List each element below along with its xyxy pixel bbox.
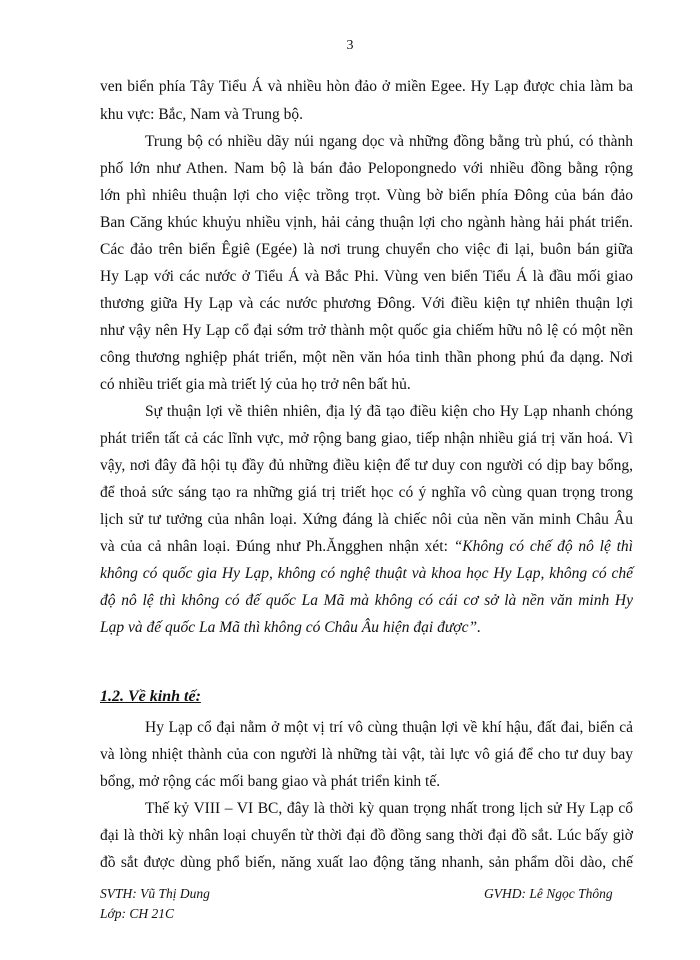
paragraph-2-line: Trung bộ có nhiều dãy núi ngang dọc và những đồng bằng trù phú, có thành [145,133,633,150]
paragraph-3-line-with-quote [100,537,633,557]
quote-line: độ nô lệ thì không có đế quốc La Mã mà không có cái cơ sở là nền văn minh Hy [100,592,633,609]
section-heading: 1.2. Về kinh tế: [100,688,201,705]
paragraph-4-line: và lòng nhiệt thành của con người là những tài vật, tài lực vô giá để cho tư duy bay [100,746,633,763]
paragraph-3-line: vậy, nơi đây đã hội tụ đầy đủ những điều kiện để tư duy con người có dịp bay bổng, [100,457,633,474]
footer-class: Lớp: CH 21C [100,906,174,921]
paragraph-2-line: có nhiều triết gia mà triết lý của họ trở nên bất hủ. [100,376,411,393]
paragraph-5-line: Thế kỷ VIII – VI BC, đây là thời kỳ quan trọng nhất trong lịch sử Hy Lạp cổ [145,800,633,817]
paragraph-2-line: phố lớn như Athen. Nam bộ là bán đảo Pelopongnedo với nhiều đồng bằng rộng [100,160,633,177]
paragraph-3-text: và của cả nhân loại. Đúng như Ph.Ăngghen nhận xét: [100,538,454,555]
paragraph-5-line: đồ sắt được dùng phổ biến, năng xuất lao động tăng nhanh, sản phẩm dồi dào, chế [100,854,633,871]
paragraph-4-line: bổng, mở rộng các mối bang giao và phát triển kinh tế. [100,773,441,790]
paragraph-2-line: như vậy nên Hy Lạp cổ đại sớm trở thành một quốc gia chiếm hữu nô lệ có một nền [100,322,633,339]
footer-student: SVTH: Vũ Thị Dung [100,886,210,901]
paragraph-4-line: Hy Lạp cổ đại nằm ở một vị trí vô cùng thuận lợi về khí hậu, đất đai, biển cả [145,719,633,736]
footer-advisor: GVHD: Lê Ngọc Thông [484,886,613,901]
engels-quote-start: “Không có chế độ nô lệ thì [453,538,633,555]
paragraph-2-line: Hy Lạp với các nước ở Tiểu Á và Bắc Phi. Vùng ven biển Tiểu Á là đầu mối giao [100,268,633,285]
quote-line: Lạp và đế quốc La Mã thì không có Châu Âu hiện đại được”. [100,619,481,636]
paragraph-2-line: thương giữa Hy Lạp và các nước phương Đông. Với điều kiện tự nhiên thuận lợi [100,295,633,312]
page-number: 3 [346,38,354,53]
paragraph-5-line: đại là thời kỳ nhân loại chuyển từ thời đại đồ đồng sang thời đại đồ sắt. Lúc bấy giờ [100,827,633,844]
paragraph-2-line: công thương nghiệp phát triển, một nền văn hóa tinh thần phong phú đa dạng. Nơi [100,349,633,366]
paragraph-2-line: Các đảo trên biển Êgiê (Egée) là nơi trung chuyển cho việc đi lại, buôn bán giữa [100,241,633,258]
paragraph-2-line: lớn phì nhiêu thuận lợi cho việc trồng trọt. Vùng bờ biển phía Đông của bán đảo [100,187,633,204]
paragraph-3-line: để thoả sức sáng tạo ra những giá trị triết học có ý nghĩa vô cùng quan trọng trong [100,484,633,501]
quote-line: không có quốc gia Hy Lạp, không có nghệ thuật và khoa học Hy Lạp, không có chế [100,565,633,582]
paragraph-2-line: Ban Căng khúc khuỷu nhiều vịnh, hải cảng thuận lợi cho ngành hàng hải phát triển. [100,214,633,231]
paragraph-1-line: ven biển phía Tây Tiểu Á và nhiều hòn đảo ở miền Egee. Hy Lạp được chia làm ba [100,78,633,95]
paragraph-3-line: phát triển tất cả các lĩnh vực, mở rộng bang giao, tiếp nhận nhiều giá trị văn hoá. Vì [100,430,633,447]
paragraph-1-line: khu vực: Bắc, Nam và Trung bộ. [100,106,303,123]
paragraph-3-line: Sự thuận lợi về thiên nhiên, địa lý đã tạo điều kiện cho Hy Lạp nhanh chóng [145,403,633,420]
paragraph-3-line: lịch sử tư tưởng của nhân loại. Xứng đáng là chiếc nôi của nền văn minh Châu Âu [100,511,633,528]
